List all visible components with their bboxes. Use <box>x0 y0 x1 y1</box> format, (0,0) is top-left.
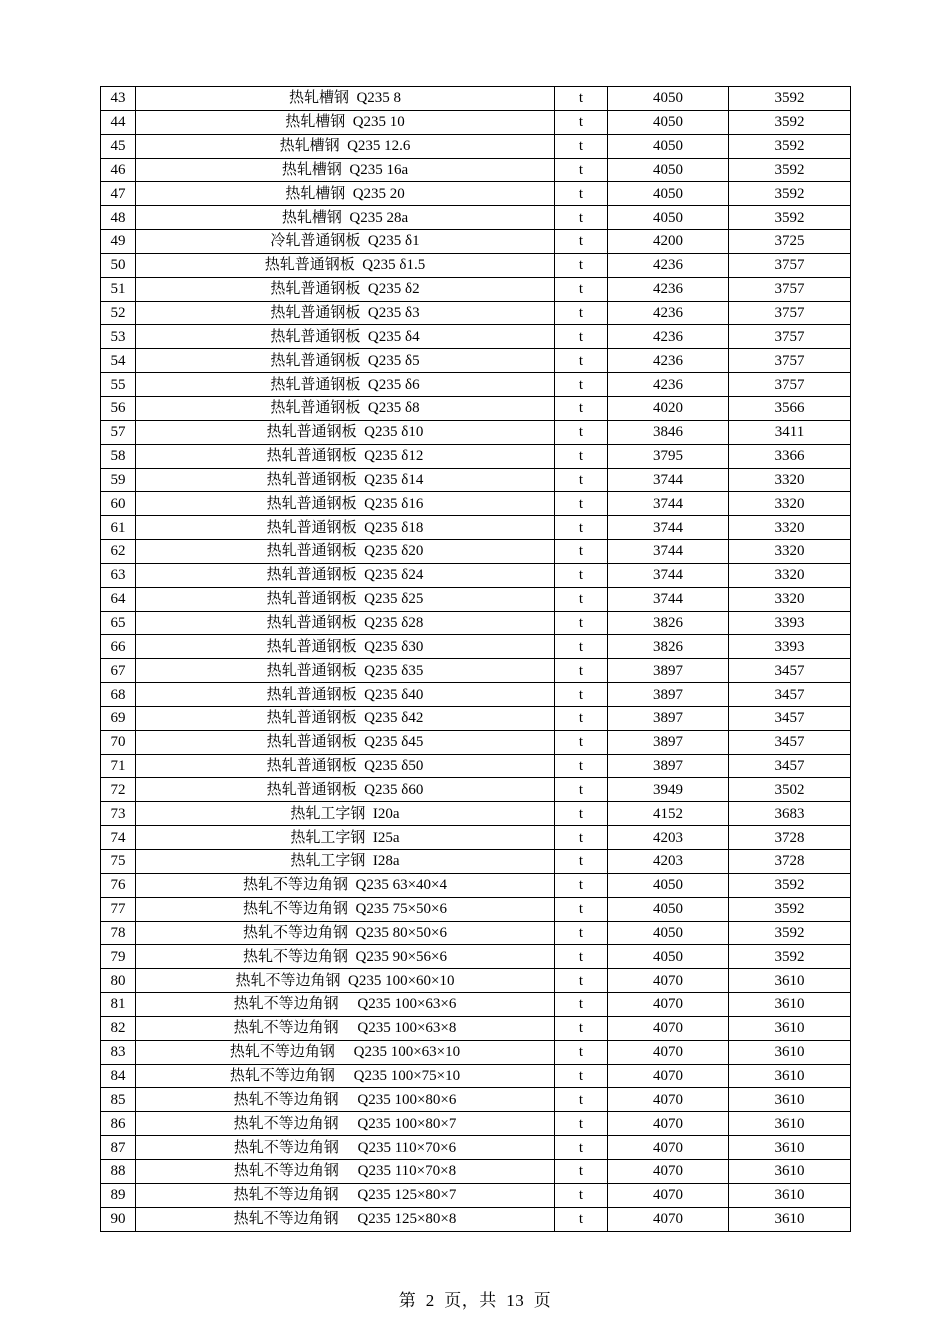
material-name-cell: 热轧普通钢板 Q235 δ12 <box>136 444 555 468</box>
row-number-cell: 54 <box>101 349 136 373</box>
table-row <box>101 134 851 158</box>
unit-cell: t <box>555 587 608 611</box>
price-tax-excl-cell: 3728 <box>729 826 851 850</box>
price-tax-excl-cell: 3610 <box>729 1159 851 1183</box>
price-tax-incl-cell: 4050 <box>608 110 729 134</box>
unit-cell: t <box>555 778 608 802</box>
row-number-cell: 52 <box>101 301 136 325</box>
row-number-cell: 89 <box>101 1183 136 1207</box>
price-tax-excl-cell: 3592 <box>729 182 851 206</box>
unit-cell: t <box>555 325 608 349</box>
row-number-cell: 47 <box>101 182 136 206</box>
row-number-cell: 46 <box>101 158 136 182</box>
price-tax-excl-cell: 3411 <box>729 420 851 444</box>
row-number-cell: 71 <box>101 754 136 778</box>
row-number-cell: 86 <box>101 1112 136 1136</box>
table-row <box>101 706 851 730</box>
material-name-cell: 热轧普通钢板 Q235 δ2 <box>136 277 555 301</box>
material-name-cell: 热轧槽钢 Q235 16a <box>136 158 555 182</box>
price-tax-incl-cell: 4236 <box>608 277 729 301</box>
unit-cell: t <box>555 1136 608 1160</box>
material-name-cell: 热轧普通钢板 Q235 δ30 <box>136 635 555 659</box>
table-row <box>101 468 851 492</box>
unit-cell: t <box>555 802 608 826</box>
unit-cell: t <box>555 1064 608 1088</box>
price-tax-incl-cell: 4070 <box>608 1159 729 1183</box>
price-tax-incl-cell: 4070 <box>608 993 729 1017</box>
price-tax-excl-cell: 3610 <box>729 1207 851 1231</box>
price-tax-excl-cell: 3457 <box>729 683 851 707</box>
material-name-cell: 热轧普通钢板 Q235 δ60 <box>136 778 555 802</box>
material-name-cell: 热轧普通钢板 Q235 δ28 <box>136 611 555 635</box>
unit-cell: t <box>555 1088 608 1112</box>
table-row <box>101 563 851 587</box>
price-tax-incl-cell: 4050 <box>608 134 729 158</box>
price-tax-incl-cell: 4050 <box>608 87 729 111</box>
row-number-cell: 78 <box>101 921 136 945</box>
table-row <box>101 373 851 397</box>
price-tax-excl-cell: 3683 <box>729 802 851 826</box>
price-tax-excl-cell: 3610 <box>729 1016 851 1040</box>
unit-cell: t <box>555 897 608 921</box>
material-name-cell: 热轧不等边角钢 Q235 100×63×8 <box>136 1016 555 1040</box>
unit-cell: t <box>555 945 608 969</box>
price-tax-excl-cell: 3320 <box>729 540 851 564</box>
unit-cell: t <box>555 969 608 993</box>
price-tax-excl-cell: 3592 <box>729 206 851 230</box>
price-tax-incl-cell: 4050 <box>608 897 729 921</box>
unit-cell: t <box>555 492 608 516</box>
price-table-container <box>100 86 850 1232</box>
table-row <box>101 850 851 874</box>
price-tax-excl-cell: 3592 <box>729 158 851 182</box>
price-tax-excl-cell: 3457 <box>729 659 851 683</box>
table-row <box>101 206 851 230</box>
table-row <box>101 1207 851 1231</box>
material-name-cell: 热轧槽钢 Q235 10 <box>136 110 555 134</box>
unit-cell: t <box>555 1183 608 1207</box>
material-name-cell: 热轧槽钢 Q235 20 <box>136 182 555 206</box>
material-name-cell: 热轧不等边角钢 Q235 125×80×7 <box>136 1183 555 1207</box>
price-tax-incl-cell: 3744 <box>608 540 729 564</box>
unit-cell: t <box>555 611 608 635</box>
price-tax-incl-cell: 3897 <box>608 730 729 754</box>
table-row <box>101 420 851 444</box>
material-name-cell: 热轧普通钢板 Q235 δ42 <box>136 706 555 730</box>
material-name-cell: 热轧普通钢板 Q235 δ8 <box>136 396 555 420</box>
unit-cell: t <box>555 134 608 158</box>
row-number-cell: 75 <box>101 850 136 874</box>
unit-cell: t <box>555 659 608 683</box>
table-row <box>101 325 851 349</box>
row-number-cell: 85 <box>101 1088 136 1112</box>
material-name-cell: 热轧普通钢板 Q235 δ14 <box>136 468 555 492</box>
unit-cell: t <box>555 1112 608 1136</box>
row-number-cell: 59 <box>101 468 136 492</box>
table-row <box>101 301 851 325</box>
material-name-cell: 热轧不等边角钢 Q235 110×70×6 <box>136 1136 555 1160</box>
price-tax-excl-cell: 3610 <box>729 1112 851 1136</box>
price-tax-excl-cell: 3757 <box>729 349 851 373</box>
table-row <box>101 540 851 564</box>
price-tax-excl-cell: 3757 <box>729 373 851 397</box>
row-number-cell: 67 <box>101 659 136 683</box>
price-tax-excl-cell: 3393 <box>729 611 851 635</box>
row-number-cell: 56 <box>101 396 136 420</box>
table-row <box>101 611 851 635</box>
table-row <box>101 492 851 516</box>
unit-cell: t <box>555 206 608 230</box>
table-row <box>101 635 851 659</box>
price-tax-excl-cell: 3757 <box>729 277 851 301</box>
unit-cell: t <box>555 420 608 444</box>
table-row <box>101 349 851 373</box>
material-name-cell: 热轧普通钢板 Q235 δ18 <box>136 516 555 540</box>
price-tax-incl-cell: 4050 <box>608 873 729 897</box>
material-name-cell: 热轧普通钢板 Q235 δ6 <box>136 373 555 397</box>
price-tax-excl-cell: 3610 <box>729 1040 851 1064</box>
price-tax-excl-cell: 3320 <box>729 468 851 492</box>
price-tax-incl-cell: 4070 <box>608 1183 729 1207</box>
price-tax-incl-cell: 4236 <box>608 301 729 325</box>
unit-cell: t <box>555 921 608 945</box>
row-number-cell: 87 <box>101 1136 136 1160</box>
price-tax-excl-cell: 3320 <box>729 516 851 540</box>
price-tax-excl-cell: 3592 <box>729 110 851 134</box>
unit-cell: t <box>555 754 608 778</box>
table-row <box>101 969 851 993</box>
price-tax-incl-cell: 3897 <box>608 706 729 730</box>
row-number-cell: 65 <box>101 611 136 635</box>
unit-cell: t <box>555 563 608 587</box>
price-tax-excl-cell: 3728 <box>729 850 851 874</box>
unit-cell: t <box>555 182 608 206</box>
material-name-cell: 热轧槽钢 Q235 8 <box>136 87 555 111</box>
row-number-cell: 50 <box>101 253 136 277</box>
price-tax-excl-cell: 3610 <box>729 1088 851 1112</box>
unit-cell: t <box>555 850 608 874</box>
material-name-cell: 热轧普通钢板 Q235 δ5 <box>136 349 555 373</box>
row-number-cell: 73 <box>101 802 136 826</box>
row-number-cell: 83 <box>101 1040 136 1064</box>
table-row <box>101 873 851 897</box>
row-number-cell: 61 <box>101 516 136 540</box>
table-row <box>101 230 851 254</box>
material-name-cell: 热轧普通钢板 Q235 δ3 <box>136 301 555 325</box>
table-row <box>101 587 851 611</box>
price-tax-incl-cell: 4070 <box>608 1112 729 1136</box>
unit-cell: t <box>555 635 608 659</box>
price-tax-incl-cell: 3949 <box>608 778 729 802</box>
price-tax-incl-cell: 4050 <box>608 945 729 969</box>
unit-cell: t <box>555 993 608 1017</box>
price-tax-incl-cell: 4236 <box>608 325 729 349</box>
unit-cell: t <box>555 873 608 897</box>
material-name-cell: 冷轧普通钢板 Q235 δ1 <box>136 230 555 254</box>
row-number-cell: 69 <box>101 706 136 730</box>
price-tax-excl-cell: 3725 <box>729 230 851 254</box>
price-table-body <box>101 87 851 1232</box>
unit-cell: t <box>555 1207 608 1231</box>
table-row <box>101 182 851 206</box>
unit-cell: t <box>555 683 608 707</box>
price-table <box>100 86 851 1232</box>
price-tax-excl-cell: 3566 <box>729 396 851 420</box>
row-number-cell: 90 <box>101 1207 136 1231</box>
price-tax-excl-cell: 3320 <box>729 492 851 516</box>
price-tax-incl-cell: 3744 <box>608 587 729 611</box>
price-tax-incl-cell: 3744 <box>608 563 729 587</box>
price-tax-excl-cell: 3457 <box>729 754 851 778</box>
unit-cell: t <box>555 468 608 492</box>
material-name-cell: 热轧不等边角钢 Q235 63×40×4 <box>136 873 555 897</box>
material-name-cell: 热轧普通钢板 Q235 δ40 <box>136 683 555 707</box>
material-name-cell: 热轧工字钢 I20a <box>136 802 555 826</box>
price-tax-excl-cell: 3592 <box>729 897 851 921</box>
price-tax-incl-cell: 4070 <box>608 1016 729 1040</box>
material-name-cell: 热轧不等边角钢 Q235 100×60×10 <box>136 969 555 993</box>
row-number-cell: 70 <box>101 730 136 754</box>
price-tax-excl-cell: 3610 <box>729 993 851 1017</box>
price-tax-incl-cell: 4203 <box>608 850 729 874</box>
price-tax-incl-cell: 4070 <box>608 1064 729 1088</box>
unit-cell: t <box>555 301 608 325</box>
row-number-cell: 72 <box>101 778 136 802</box>
material-name-cell: 热轧工字钢 I25a <box>136 826 555 850</box>
price-tax-incl-cell: 4050 <box>608 182 729 206</box>
row-number-cell: 79 <box>101 945 136 969</box>
price-tax-incl-cell: 4236 <box>608 373 729 397</box>
price-tax-incl-cell: 3846 <box>608 420 729 444</box>
table-row <box>101 444 851 468</box>
price-tax-excl-cell: 3757 <box>729 325 851 349</box>
price-tax-incl-cell: 3826 <box>608 611 729 635</box>
table-row <box>101 110 851 134</box>
table-row <box>101 1136 851 1160</box>
price-tax-incl-cell: 3826 <box>608 635 729 659</box>
material-name-cell: 热轧普通钢板 Q235 δ35 <box>136 659 555 683</box>
row-number-cell: 63 <box>101 563 136 587</box>
unit-cell: t <box>555 158 608 182</box>
unit-cell: t <box>555 540 608 564</box>
unit-cell: t <box>555 230 608 254</box>
price-tax-incl-cell: 4152 <box>608 802 729 826</box>
price-tax-excl-cell: 3366 <box>729 444 851 468</box>
row-number-cell: 48 <box>101 206 136 230</box>
table-row <box>101 87 851 111</box>
price-tax-excl-cell: 3592 <box>729 945 851 969</box>
price-tax-incl-cell: 4070 <box>608 1088 729 1112</box>
unit-cell: t <box>555 730 608 754</box>
price-tax-incl-cell: 4070 <box>608 1207 729 1231</box>
price-tax-incl-cell: 4200 <box>608 230 729 254</box>
price-tax-incl-cell: 3744 <box>608 492 729 516</box>
row-number-cell: 64 <box>101 587 136 611</box>
price-tax-incl-cell: 4070 <box>608 1040 729 1064</box>
price-tax-excl-cell: 3610 <box>729 1183 851 1207</box>
table-row <box>101 1112 851 1136</box>
price-tax-excl-cell: 3457 <box>729 730 851 754</box>
price-tax-excl-cell: 3393 <box>729 635 851 659</box>
row-number-cell: 77 <box>101 897 136 921</box>
row-number-cell: 58 <box>101 444 136 468</box>
price-tax-incl-cell: 4203 <box>608 826 729 850</box>
unit-cell: t <box>555 277 608 301</box>
price-tax-excl-cell: 3610 <box>729 969 851 993</box>
unit-cell: t <box>555 110 608 134</box>
material-name-cell: 热轧普通钢板 Q235 δ25 <box>136 587 555 611</box>
material-name-cell: 热轧普通钢板 Q235 δ4 <box>136 325 555 349</box>
table-row <box>101 1064 851 1088</box>
table-row <box>101 158 851 182</box>
table-row <box>101 659 851 683</box>
price-tax-incl-cell: 3744 <box>608 468 729 492</box>
price-tax-incl-cell: 4050 <box>608 206 729 230</box>
material-name-cell: 热轧工字钢 I28a <box>136 850 555 874</box>
material-name-cell: 热轧不等边角钢 Q235 75×50×6 <box>136 897 555 921</box>
material-name-cell: 热轧普通钢板 Q235 δ16 <box>136 492 555 516</box>
price-tax-excl-cell: 3757 <box>729 253 851 277</box>
page-number-footer: 第 2 页，共 13 页 <box>398 1291 552 1310</box>
unit-cell: t <box>555 444 608 468</box>
row-number-cell: 74 <box>101 826 136 850</box>
price-tax-excl-cell: 3610 <box>729 1064 851 1088</box>
table-row <box>101 1088 851 1112</box>
table-row <box>101 516 851 540</box>
row-number-cell: 60 <box>101 492 136 516</box>
unit-cell: t <box>555 1040 608 1064</box>
unit-cell: t <box>555 826 608 850</box>
price-tax-excl-cell: 3457 <box>729 706 851 730</box>
row-number-cell: 62 <box>101 540 136 564</box>
material-name-cell: 热轧不等边角钢 Q235 90×56×6 <box>136 945 555 969</box>
unit-cell: t <box>555 396 608 420</box>
table-row <box>101 730 851 754</box>
price-tax-incl-cell: 4070 <box>608 1136 729 1160</box>
row-number-cell: 84 <box>101 1064 136 1088</box>
price-tax-excl-cell: 3592 <box>729 134 851 158</box>
table-row <box>101 683 851 707</box>
price-tax-excl-cell: 3502 <box>729 778 851 802</box>
table-row <box>101 1016 851 1040</box>
table-row <box>101 396 851 420</box>
price-tax-incl-cell: 3897 <box>608 659 729 683</box>
table-row <box>101 826 851 850</box>
table-row <box>101 802 851 826</box>
row-number-cell: 44 <box>101 110 136 134</box>
unit-cell: t <box>555 373 608 397</box>
table-row <box>101 778 851 802</box>
price-tax-incl-cell: 3897 <box>608 683 729 707</box>
table-row <box>101 945 851 969</box>
unit-cell: t <box>555 516 608 540</box>
table-row <box>101 921 851 945</box>
material-name-cell: 热轧不等边角钢 Q235 80×50×6 <box>136 921 555 945</box>
price-tax-excl-cell: 3320 <box>729 563 851 587</box>
price-tax-excl-cell: 3320 <box>729 587 851 611</box>
material-name-cell: 热轧普通钢板 Q235 δ45 <box>136 730 555 754</box>
material-name-cell: 热轧不等边角钢 Q235 100×63×6 <box>136 993 555 1017</box>
row-number-cell: 88 <box>101 1159 136 1183</box>
table-row <box>101 897 851 921</box>
price-tax-excl-cell: 3592 <box>729 873 851 897</box>
unit-cell: t <box>555 1159 608 1183</box>
row-number-cell: 51 <box>101 277 136 301</box>
price-tax-incl-cell: 4236 <box>608 253 729 277</box>
row-number-cell: 45 <box>101 134 136 158</box>
price-tax-excl-cell: 3592 <box>729 921 851 945</box>
price-tax-incl-cell: 3744 <box>608 516 729 540</box>
row-number-cell: 53 <box>101 325 136 349</box>
row-number-cell: 81 <box>101 993 136 1017</box>
price-tax-incl-cell: 3897 <box>608 754 729 778</box>
price-tax-incl-cell: 4050 <box>608 158 729 182</box>
material-name-cell: 热轧普通钢板 Q235 δ1.5 <box>136 253 555 277</box>
material-name-cell: 热轧普通钢板 Q235 δ24 <box>136 563 555 587</box>
unit-cell: t <box>555 253 608 277</box>
table-row <box>101 1040 851 1064</box>
table-row <box>101 253 851 277</box>
material-name-cell: 热轧不等边角钢 Q235 100×80×7 <box>136 1112 555 1136</box>
table-row <box>101 1183 851 1207</box>
price-tax-incl-cell: 4050 <box>608 921 729 945</box>
row-number-cell: 57 <box>101 420 136 444</box>
material-name-cell: 热轧槽钢 Q235 28a <box>136 206 555 230</box>
price-tax-incl-cell: 3795 <box>608 444 729 468</box>
unit-cell: t <box>555 706 608 730</box>
row-number-cell: 80 <box>101 969 136 993</box>
price-tax-excl-cell: 3757 <box>729 301 851 325</box>
material-name-cell: 热轧普通钢板 Q235 δ10 <box>136 420 555 444</box>
price-tax-excl-cell: 3610 <box>729 1136 851 1160</box>
table-row <box>101 277 851 301</box>
price-tax-excl-cell: 3592 <box>729 87 851 111</box>
price-tax-incl-cell: 4020 <box>608 396 729 420</box>
table-row <box>101 754 851 778</box>
row-number-cell: 82 <box>101 1016 136 1040</box>
table-row <box>101 1159 851 1183</box>
price-tax-incl-cell: 4070 <box>608 969 729 993</box>
material-name-cell: 热轧不等边角钢 Q235 100×75×10 <box>136 1064 555 1088</box>
material-name-cell: 热轧不等边角钢 Q235 125×80×8 <box>136 1207 555 1231</box>
row-number-cell: 68 <box>101 683 136 707</box>
unit-cell: t <box>555 1016 608 1040</box>
unit-cell: t <box>555 87 608 111</box>
row-number-cell: 49 <box>101 230 136 254</box>
table-row <box>101 993 851 1017</box>
row-number-cell: 76 <box>101 873 136 897</box>
unit-cell: t <box>555 349 608 373</box>
row-number-cell: 43 <box>101 87 136 111</box>
material-name-cell: 热轧槽钢 Q235 12.6 <box>136 134 555 158</box>
material-name-cell: 热轧普通钢板 Q235 δ50 <box>136 754 555 778</box>
material-name-cell: 热轧不等边角钢 Q235 110×70×8 <box>136 1159 555 1183</box>
row-number-cell: 66 <box>101 635 136 659</box>
price-tax-incl-cell: 4236 <box>608 349 729 373</box>
material-name-cell: 热轧不等边角钢 Q235 100×63×10 <box>136 1040 555 1064</box>
row-number-cell: 55 <box>101 373 136 397</box>
material-name-cell: 热轧普通钢板 Q235 δ20 <box>136 540 555 564</box>
material-name-cell: 热轧不等边角钢 Q235 100×80×6 <box>136 1088 555 1112</box>
